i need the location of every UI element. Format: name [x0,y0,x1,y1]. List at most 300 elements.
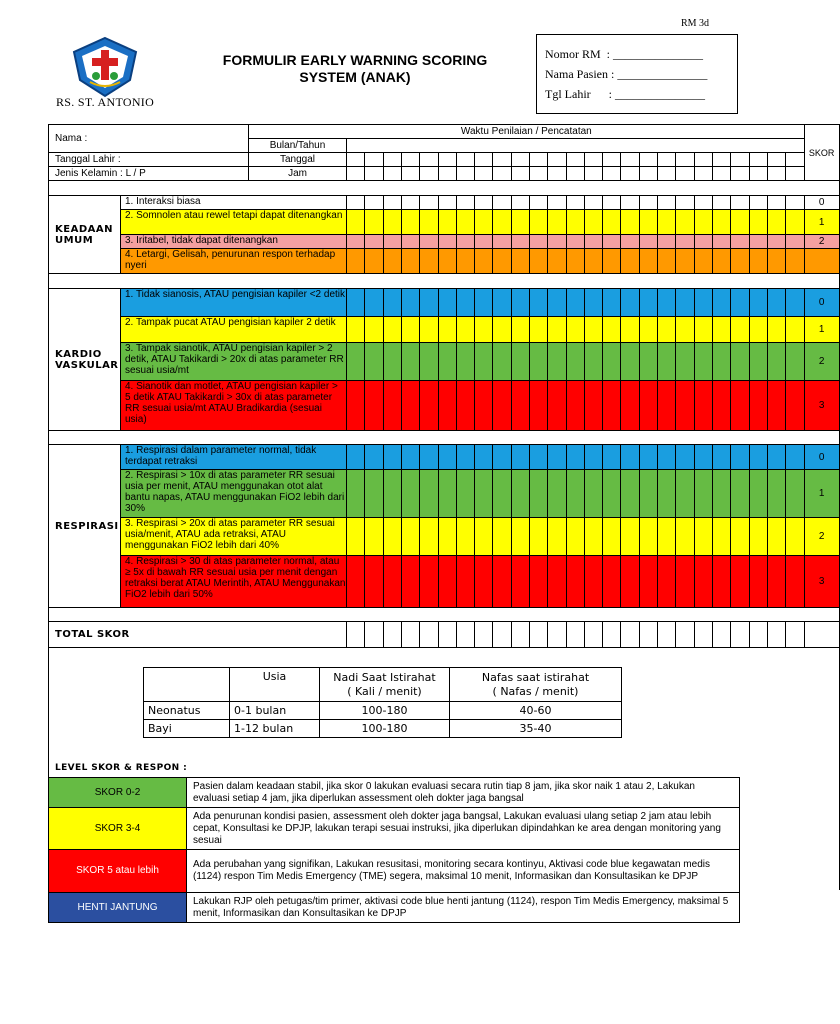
entry-cell[interactable] [767,153,785,167]
entry-cell[interactable] [365,518,383,556]
entry-cell[interactable] [603,167,621,181]
entry-cell[interactable] [548,153,566,167]
entry-cell[interactable] [603,249,621,274]
entry-cell[interactable] [365,343,383,381]
entry-cell[interactable] [475,249,493,274]
entry-cell[interactable] [548,518,566,556]
entry-cell[interactable] [475,518,493,556]
entry-cell[interactable] [365,196,383,210]
entry-cell[interactable] [493,317,511,343]
entry-cell[interactable] [493,518,511,556]
entry-cell[interactable] [383,556,401,608]
entry-cell[interactable] [475,210,493,235]
entry-cell[interactable] [420,622,438,648]
entry-cell[interactable] [548,289,566,317]
entry-cell[interactable] [767,210,785,235]
entry-cell[interactable] [566,289,584,317]
entry-cell[interactable] [475,470,493,518]
entry-cell[interactable] [511,556,529,608]
entry-cell[interactable] [529,317,547,343]
entry-cell[interactable] [420,196,438,210]
entry-cell[interactable] [767,622,785,648]
entry-cell[interactable] [511,317,529,343]
entry-cell[interactable] [603,210,621,235]
entry-cell[interactable] [493,210,511,235]
entry-cell[interactable] [438,249,456,274]
entry-cell[interactable] [456,622,474,648]
entry-cell[interactable] [712,249,730,274]
entry-cell[interactable] [712,235,730,249]
entry-cell[interactable] [694,167,712,181]
entry-cell[interactable] [694,381,712,431]
entry-cell[interactable] [621,343,639,381]
entry-cell[interactable] [529,289,547,317]
entry-cell[interactable] [603,470,621,518]
entry-cell[interactable] [493,445,511,470]
entry-cell[interactable] [529,210,547,235]
entry-cell[interactable] [786,210,805,235]
entry-cell[interactable] [621,317,639,343]
entry-cell[interactable] [438,153,456,167]
entry-cell[interactable] [584,210,602,235]
entry-cell[interactable] [603,343,621,381]
entry-cell[interactable] [456,249,474,274]
entry-cell[interactable] [786,235,805,249]
entry-cell[interactable] [511,470,529,518]
entry-cell[interactable] [456,470,474,518]
patient-name-field[interactable]: Nama : [49,125,249,153]
entry-cell[interactable] [584,289,602,317]
entry-cell[interactable] [621,381,639,431]
entry-cell[interactable] [694,153,712,167]
entry-cell[interactable] [712,622,730,648]
entry-cell[interactable] [786,343,805,381]
entry-cell[interactable] [401,249,419,274]
entry-cell[interactable] [731,343,749,381]
entry-cell[interactable] [584,235,602,249]
entry-cell[interactable] [639,556,657,608]
entry-cell[interactable] [401,622,419,648]
entry-cell[interactable] [749,235,767,249]
entry-cell[interactable] [658,470,676,518]
entry-cell[interactable] [676,556,694,608]
entry-cell[interactable] [658,317,676,343]
entry-cell[interactable] [347,249,365,274]
entry-cell[interactable] [767,445,785,470]
entry-cell[interactable] [584,196,602,210]
entry-cell[interactable] [694,249,712,274]
entry-cell[interactable] [401,317,419,343]
entry-cell[interactable] [493,289,511,317]
entry-cell[interactable] [365,445,383,470]
entry-cell[interactable] [493,153,511,167]
entry-cell[interactable] [401,210,419,235]
entry-cell[interactable] [658,343,676,381]
entry-cell[interactable] [511,196,529,210]
entry-cell[interactable] [475,622,493,648]
entry-cell[interactable] [621,470,639,518]
entry-cell[interactable] [529,470,547,518]
entry-cell[interactable] [401,445,419,470]
entry-cell[interactable] [786,518,805,556]
entry-cell[interactable] [566,556,584,608]
entry-cell[interactable] [383,235,401,249]
entry-cell[interactable] [420,556,438,608]
entry-cell[interactable] [712,518,730,556]
entry-cell[interactable] [694,518,712,556]
entry-cell[interactable] [621,445,639,470]
entry-cell[interactable] [493,381,511,431]
entry-cell[interactable] [786,196,805,210]
entry-cell[interactable] [731,167,749,181]
entry-cell[interactable] [529,249,547,274]
entry-cell[interactable] [731,210,749,235]
entry-cell[interactable] [639,622,657,648]
entry-cell[interactable] [731,445,749,470]
entry-cell[interactable] [658,249,676,274]
entry-cell[interactable] [676,249,694,274]
entry-cell[interactable] [548,470,566,518]
entry-cell[interactable] [438,289,456,317]
entry-cell[interactable] [365,556,383,608]
entry-cell[interactable] [420,470,438,518]
entry-cell[interactable] [749,153,767,167]
entry-cell[interactable] [603,289,621,317]
entry-cell[interactable] [383,153,401,167]
entry-cell[interactable] [603,317,621,343]
entry-cell[interactable] [475,445,493,470]
entry-cell[interactable] [767,235,785,249]
entry-cell[interactable] [511,235,529,249]
entry-cell[interactable] [365,622,383,648]
entry-cell[interactable] [731,381,749,431]
entry-cell[interactable] [731,289,749,317]
entry-cell[interactable] [548,249,566,274]
entry-cell[interactable] [749,445,767,470]
entry-cell[interactable] [347,210,365,235]
entry-cell[interactable] [438,556,456,608]
entry-cell[interactable] [786,249,805,274]
entry-cell[interactable] [712,470,730,518]
entry-cell[interactable] [584,518,602,556]
entry-cell[interactable] [749,210,767,235]
entry-cell[interactable] [365,210,383,235]
entry-cell[interactable] [731,317,749,343]
entry-cell[interactable] [347,235,365,249]
entry-cell[interactable] [420,317,438,343]
entry-cell[interactable] [712,381,730,431]
entry-cell[interactable] [401,518,419,556]
entry-cell[interactable] [584,167,602,181]
entry-cell[interactable] [749,343,767,381]
entry-cell[interactable] [548,235,566,249]
entry-cell[interactable] [621,210,639,235]
entry-cell[interactable] [456,518,474,556]
entry-cell[interactable] [438,317,456,343]
entry-cell[interactable] [676,153,694,167]
entry-cell[interactable] [621,235,639,249]
entry-cell[interactable] [639,196,657,210]
entry-cell[interactable] [365,249,383,274]
entry-cell[interactable] [347,343,365,381]
entry-cell[interactable] [347,153,365,167]
entry-cell[interactable] [786,317,805,343]
entry-cell[interactable] [456,153,474,167]
entry-cell[interactable] [603,196,621,210]
entry-cell[interactable] [383,445,401,470]
entry-cell[interactable] [584,343,602,381]
entry-cell[interactable] [621,196,639,210]
entry-cell[interactable] [383,167,401,181]
entry-cell[interactable] [438,445,456,470]
entry-cell[interactable] [767,556,785,608]
entry-cell[interactable] [401,196,419,210]
entry-cell[interactable] [420,445,438,470]
entry-cell[interactable] [694,196,712,210]
entry-cell[interactable] [529,381,547,431]
entry-cell[interactable] [438,196,456,210]
entry-cell[interactable] [493,167,511,181]
entry-cell[interactable] [511,153,529,167]
entry-cell[interactable] [529,343,547,381]
entry-cell[interactable] [548,556,566,608]
entry-cell[interactable] [365,317,383,343]
entry-cell[interactable] [566,210,584,235]
entry-cell[interactable] [347,622,365,648]
entry-cell[interactable] [676,289,694,317]
entry-cell[interactable] [621,153,639,167]
entry-cell[interactable] [639,210,657,235]
entry-cell[interactable] [529,445,547,470]
entry-cell[interactable] [658,445,676,470]
entry-cell[interactable] [475,343,493,381]
entry-cell[interactable] [749,622,767,648]
field-blank[interactable]: : _______________ [590,87,705,101]
entry-cell[interactable] [731,556,749,608]
entry-cell[interactable] [767,167,785,181]
entry-cell[interactable] [420,381,438,431]
entry-cell[interactable] [694,210,712,235]
entry-cell[interactable] [639,317,657,343]
entry-cell[interactable] [383,381,401,431]
entry-cell[interactable] [347,167,365,181]
entry-cell[interactable] [383,210,401,235]
entry-cell[interactable] [511,249,529,274]
entry-cell[interactable] [420,289,438,317]
entry-cell[interactable] [749,381,767,431]
entry-cell[interactable] [584,381,602,431]
entry-cell[interactable] [603,153,621,167]
entry-cell[interactable] [676,343,694,381]
entry-cell[interactable] [548,445,566,470]
entry-cell[interactable] [731,196,749,210]
entry-cell[interactable] [401,343,419,381]
entry-cell[interactable] [731,518,749,556]
entry-cell[interactable] [347,196,365,210]
entry-cell[interactable] [676,518,694,556]
entry-cell[interactable] [420,153,438,167]
entry-cell[interactable] [511,445,529,470]
entry-cell[interactable] [383,518,401,556]
entry-cell[interactable] [749,289,767,317]
entry-cell[interactable] [347,445,365,470]
entry-cell[interactable] [438,518,456,556]
entry-cell[interactable] [347,518,365,556]
entry-cell[interactable] [493,196,511,210]
entry-cell[interactable] [767,317,785,343]
entry-cell[interactable] [475,235,493,249]
entry-cell[interactable] [438,235,456,249]
entry-cell[interactable] [511,381,529,431]
entry-cell[interactable] [548,317,566,343]
entry-cell[interactable] [786,153,805,167]
entry-cell[interactable] [712,289,730,317]
entry-cell[interactable] [438,343,456,381]
entry-cell[interactable] [658,289,676,317]
entry-cell[interactable] [347,381,365,431]
entry-cell[interactable] [767,249,785,274]
entry-cell[interactable] [566,622,584,648]
bulan-tahun-entry[interactable] [347,139,805,153]
entry-cell[interactable] [420,518,438,556]
entry-cell[interactable] [621,167,639,181]
entry-cell[interactable] [749,167,767,181]
entry-cell[interactable] [566,235,584,249]
entry-cell[interactable] [767,518,785,556]
entry-cell[interactable] [603,445,621,470]
entry-cell[interactable] [694,470,712,518]
entry-cell[interactable] [786,622,805,648]
entry-cell[interactable] [365,381,383,431]
entry-cell[interactable] [694,317,712,343]
entry-cell[interactable] [584,317,602,343]
entry-cell[interactable] [566,470,584,518]
entry-cell[interactable] [420,210,438,235]
entry-cell[interactable] [529,153,547,167]
entry-cell[interactable] [401,167,419,181]
entry-cell[interactable] [676,235,694,249]
entry-cell[interactable] [786,470,805,518]
entry-cell[interactable] [639,249,657,274]
entry-cell[interactable] [603,518,621,556]
entry-cell[interactable] [658,235,676,249]
entry-cell[interactable] [493,470,511,518]
entry-cell[interactable] [438,210,456,235]
entry-cell[interactable] [456,196,474,210]
entry-cell[interactable] [584,470,602,518]
entry-cell[interactable] [584,622,602,648]
entry-cell[interactable] [529,235,547,249]
entry-cell[interactable] [493,235,511,249]
entry-cell[interactable] [438,381,456,431]
entry-cell[interactable] [383,343,401,381]
entry-cell[interactable] [694,289,712,317]
entry-cell[interactable] [676,167,694,181]
entry-cell[interactable] [712,556,730,608]
entry-cell[interactable] [621,556,639,608]
entry-cell[interactable] [383,622,401,648]
entry-cell[interactable] [603,381,621,431]
jenis-kelamin-field[interactable]: Jenis Kelamin : L / P [49,167,249,181]
entry-cell[interactable] [584,249,602,274]
entry-cell[interactable] [712,210,730,235]
entry-cell[interactable] [456,235,474,249]
entry-cell[interactable] [786,445,805,470]
entry-cell[interactable] [456,317,474,343]
entry-cell[interactable] [676,445,694,470]
entry-cell[interactable] [767,289,785,317]
field-blank[interactable]: : _______________ [607,67,708,81]
entry-cell[interactable] [401,153,419,167]
entry-cell[interactable] [511,289,529,317]
entry-cell[interactable] [639,470,657,518]
entry-cell[interactable] [456,210,474,235]
entry-cell[interactable] [658,167,676,181]
entry-cell[interactable] [676,622,694,648]
entry-cell[interactable] [676,317,694,343]
entry-cell[interactable] [548,167,566,181]
entry-cell[interactable] [365,470,383,518]
total-skor-value[interactable] [804,622,839,648]
entry-cell[interactable] [511,622,529,648]
entry-cell[interactable] [438,622,456,648]
entry-cell[interactable] [365,235,383,249]
field-blank[interactable]: : _______________ [600,47,704,61]
entry-cell[interactable] [786,381,805,431]
entry-cell[interactable] [731,622,749,648]
entry-cell[interactable] [401,556,419,608]
entry-cell[interactable] [420,249,438,274]
entry-cell[interactable] [566,167,584,181]
entry-cell[interactable] [401,381,419,431]
entry-cell[interactable] [731,235,749,249]
entry-cell[interactable] [383,196,401,210]
entry-cell[interactable] [603,235,621,249]
entry-cell[interactable] [658,153,676,167]
entry-cell[interactable] [621,249,639,274]
entry-cell[interactable] [694,343,712,381]
entry-cell[interactable] [347,289,365,317]
entry-cell[interactable] [566,518,584,556]
entry-cell[interactable] [475,153,493,167]
entry-cell[interactable] [712,445,730,470]
entry-cell[interactable] [566,381,584,431]
entry-cell[interactable] [511,343,529,381]
entry-cell[interactable] [456,556,474,608]
entry-cell[interactable] [401,470,419,518]
entry-cell[interactable] [658,381,676,431]
entry-cell[interactable] [493,556,511,608]
entry-cell[interactable] [676,381,694,431]
entry-cell[interactable] [676,196,694,210]
entry-cell[interactable] [767,470,785,518]
entry-cell[interactable] [639,381,657,431]
entry-cell[interactable] [529,167,547,181]
entry-cell[interactable] [365,167,383,181]
entry-cell[interactable] [767,343,785,381]
entry-cell[interactable] [475,556,493,608]
entry-cell[interactable] [712,343,730,381]
entry-cell[interactable] [621,518,639,556]
entry-cell[interactable] [566,343,584,381]
entry-cell[interactable] [712,153,730,167]
entry-cell[interactable] [639,167,657,181]
entry-cell[interactable] [511,167,529,181]
entry-cell[interactable] [365,289,383,317]
entry-cell[interactable] [401,289,419,317]
entry-cell[interactable] [658,556,676,608]
entry-cell[interactable] [712,196,730,210]
